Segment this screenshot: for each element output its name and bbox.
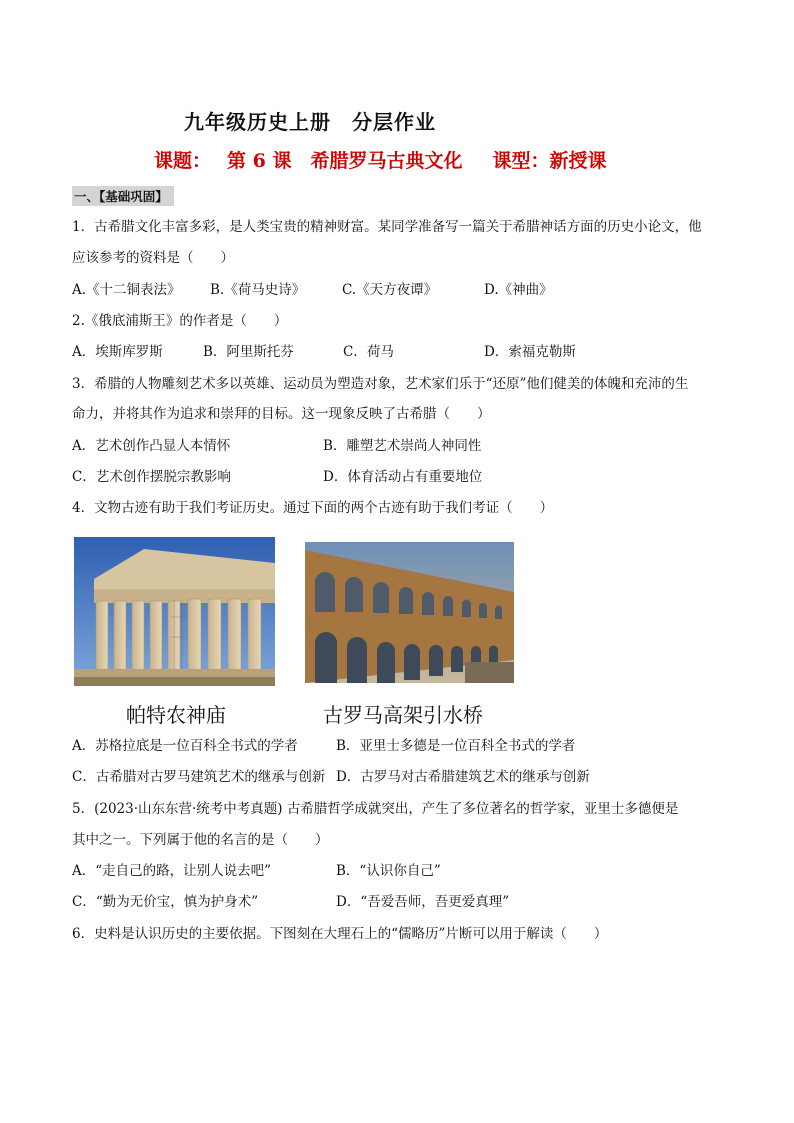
lesson-subtitle	[154, 146, 606, 173]
q3-option-a: A．艺术创作凸显人本情怀	[72, 438, 231, 454]
q6-stem: 6．史料是认识历史的主要依据。下图刻在大理石上的“儒略历”片断可以用于解读（ ）	[72, 926, 608, 942]
aqueduct-photo	[305, 542, 514, 683]
q1-stem-line1: 1．古希腊文化丰富多彩，是人类宝贵的精神财富。某同学准备写一篇关于希腊神话方面的历史小论文，他	[72, 219, 702, 235]
q3-stem-line1: 3．希腊的人物雕刻艺术多以英雄、运动员为塑造对象，艺术家们乐于“还原”他们健美的体魄和充沛的生	[72, 376, 689, 392]
q2-option-a: A．埃斯库罗斯	[72, 344, 163, 360]
q4-option-b: B．亚里士多德是一位百科全书式的学者	[336, 738, 576, 754]
q2-option-c: C．荷马	[343, 344, 394, 360]
q1-option-d: D.《神曲》	[484, 282, 553, 298]
parthenon-photo	[74, 537, 275, 686]
q2-stem: 2.《俄底浦斯王》的作者是（ ）	[72, 313, 288, 329]
q2-option-b: B．阿里斯托芬	[203, 344, 294, 360]
q5-stem-line1: 5．(2023·山东东营·统考中考真题) 古希腊哲学成就突出，产生了多位著名的哲学家，亚里士多德便是	[72, 801, 679, 817]
q4-option-a: A．苏格拉底是一位百科全书式的学者	[72, 738, 298, 754]
q5-stem-line2: 其中之一。下列属于他的名言的是（ ）	[72, 832, 329, 848]
section-heading: 一、【基础巩固】	[72, 186, 174, 206]
q5-option-b: B．“认识你自己”	[336, 863, 441, 879]
page-title: 九年级历史上册 分层作业	[184, 110, 436, 134]
q5-option-d: D．“吾爱吾师，吾更爱真理”	[336, 894, 510, 910]
q5-option-a: A．“走自己的路，让别人说去吧”	[72, 863, 272, 879]
q1-option-b: B.《荷马史诗》	[210, 282, 306, 298]
q2-option-d: D．索福克勒斯	[484, 344, 576, 360]
q1-option-c: C.《天方夜谭》	[342, 282, 438, 298]
lesson-name: 第 6 课 希腊罗马古典文化	[227, 150, 463, 172]
caption-aqueduct: 古罗马高架引水桥	[323, 703, 483, 727]
q4-option-d: D．古罗马对古希腊建筑艺术的继承与创新	[336, 769, 590, 785]
topic-label: 课题：	[154, 150, 212, 172]
q4-option-c: C．古希腊对古罗马建筑艺术的继承与创新	[72, 769, 326, 785]
q3-stem-line2: 命力，并将其作为追求和崇拜的目标。这一现象反映了古希腊（ ）	[72, 406, 491, 422]
q1-option-a: A.《十二铜表法》	[72, 282, 181, 298]
q3-option-d: D．体育活动占有重要地位	[323, 469, 483, 485]
q3-option-c: C．艺术创作摆脱宗教影响	[72, 469, 231, 485]
q5-option-c: C．“勤为无价宝，慎为护身术”	[72, 894, 259, 910]
q4-stem: 4．文物古迹有助于我们考证历史。通过下面的两个古迹有助于我们考证（ ）	[72, 500, 554, 516]
q1-stem-line2: 应该参考的资料是（ ）	[72, 250, 234, 266]
q3-option-b: B．雕塑艺术崇尚人神同性	[323, 438, 482, 454]
lesson-type: 课型：新授课	[492, 150, 607, 172]
caption-parthenon: 帕特农神庙	[126, 703, 226, 727]
